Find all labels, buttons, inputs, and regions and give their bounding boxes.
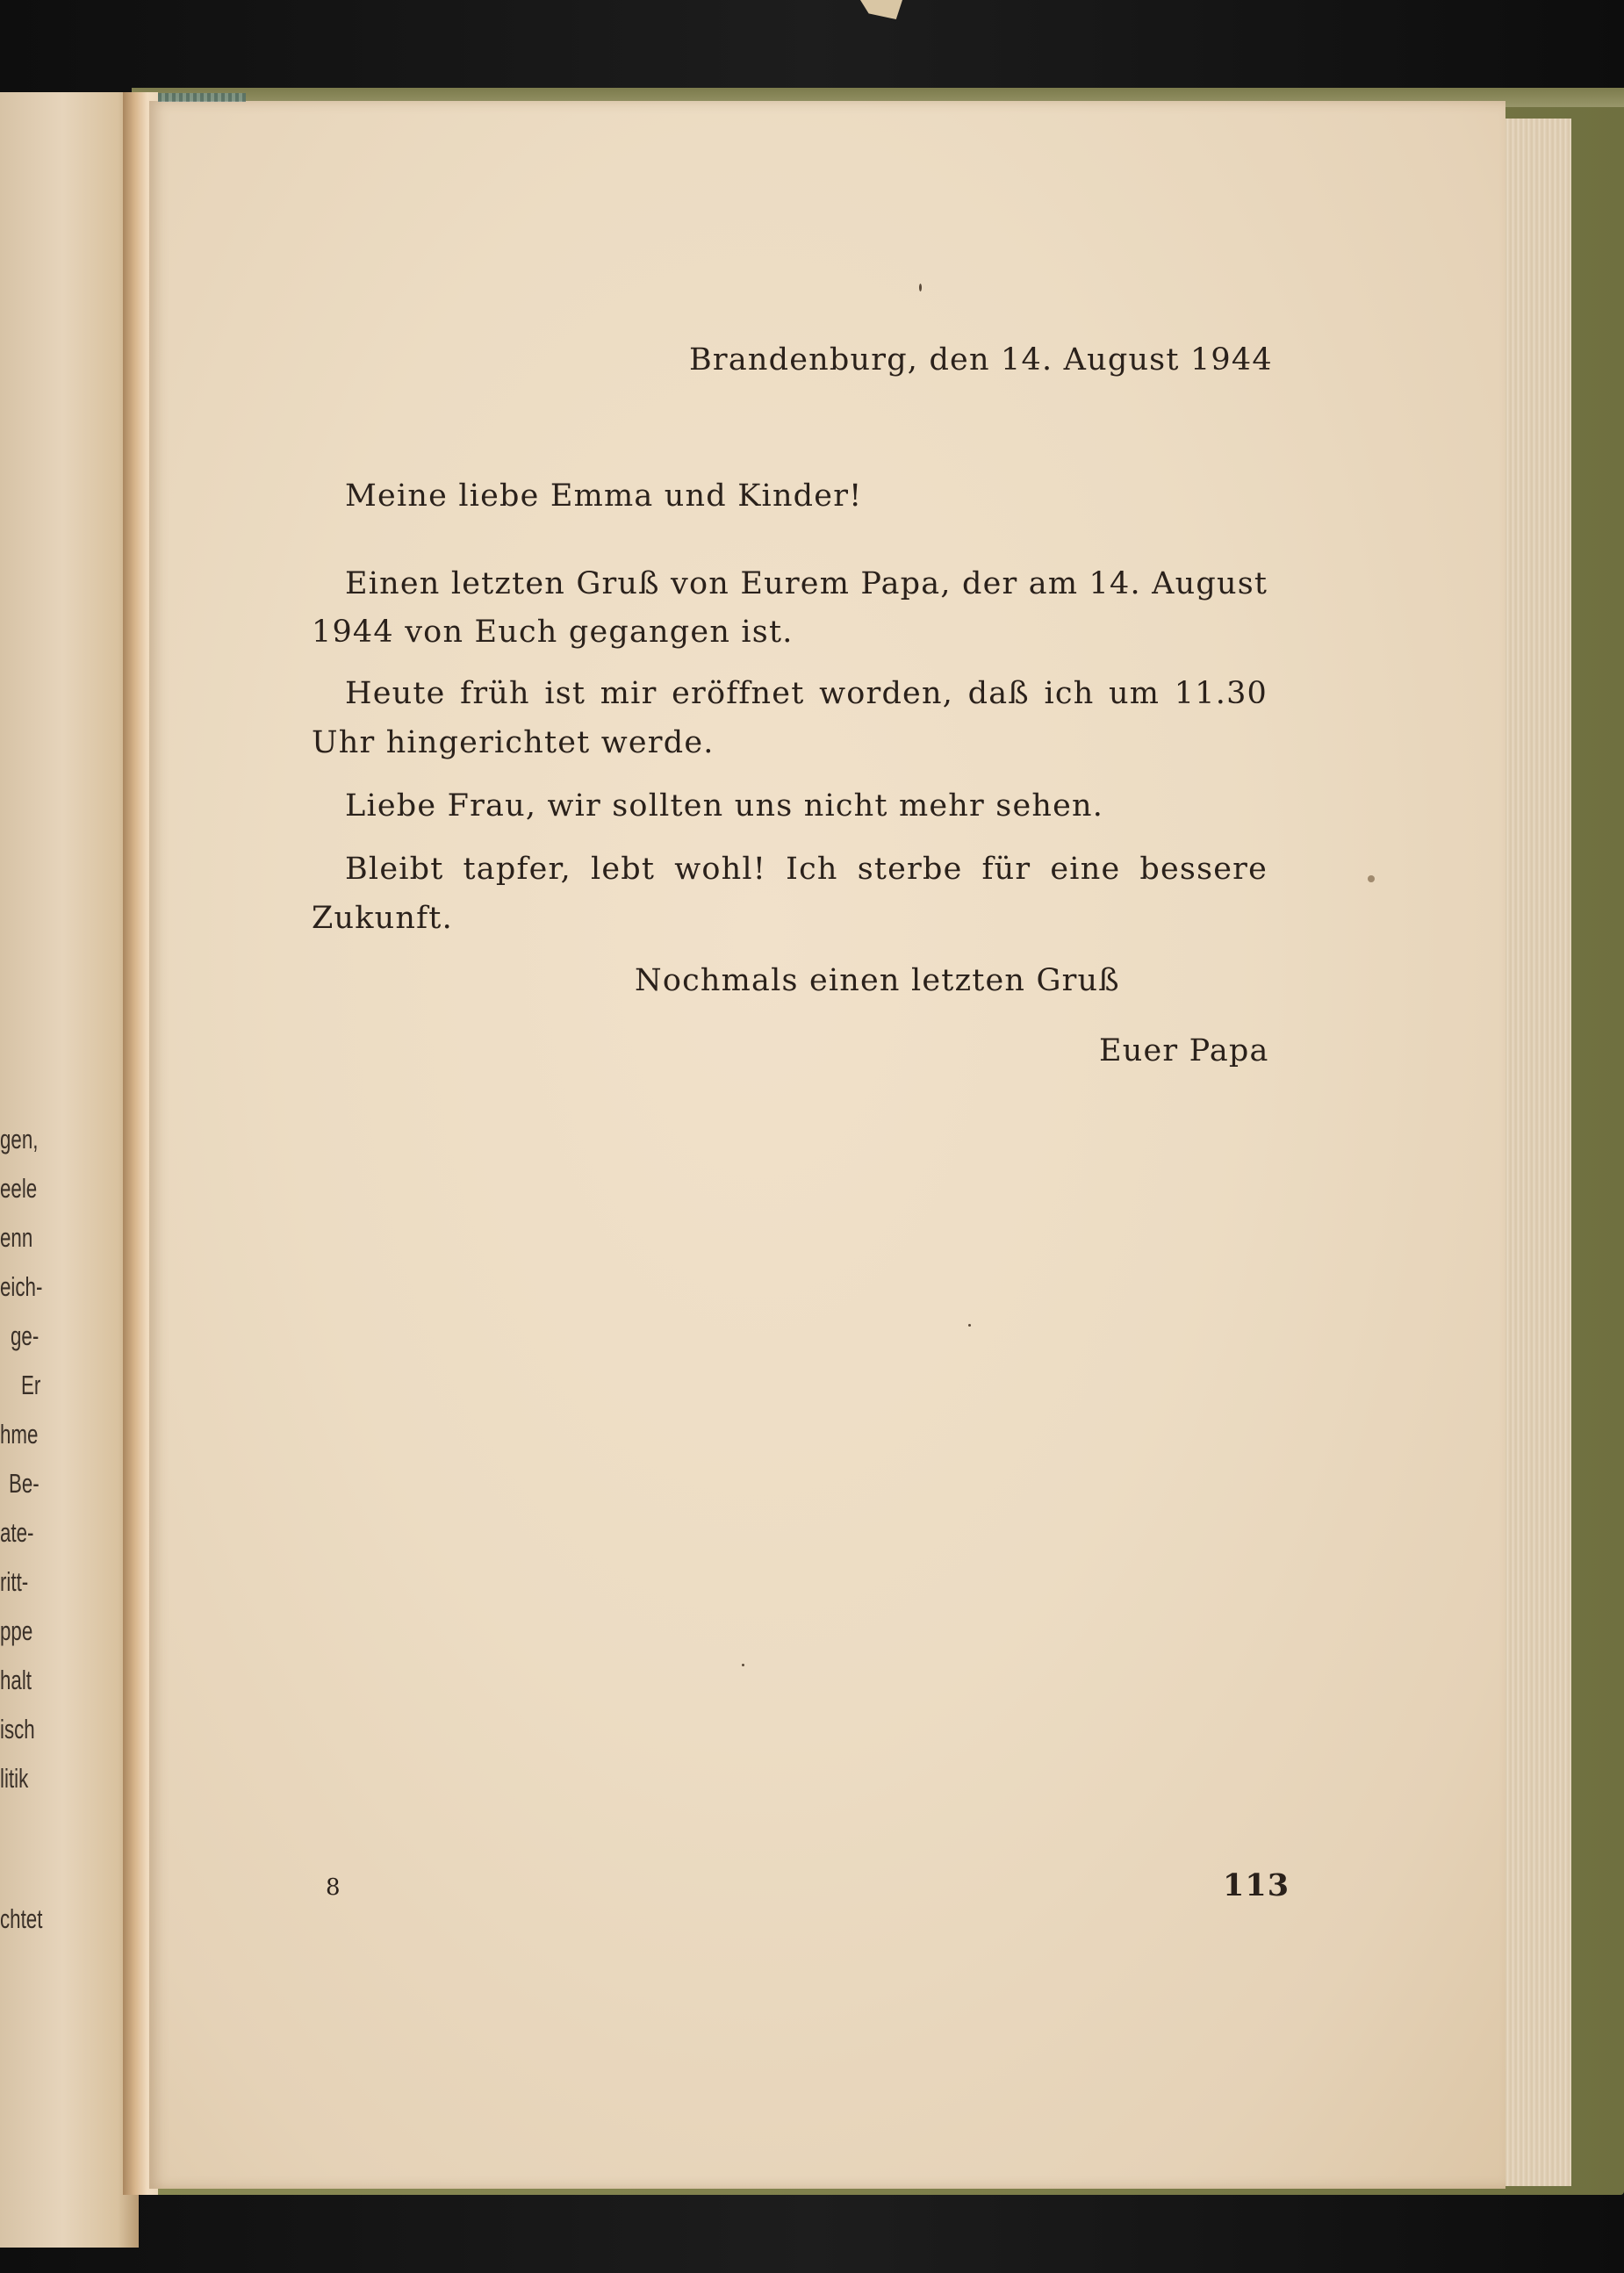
paragraph-2-line-2: Uhr hingerichtet werde.: [312, 725, 715, 760]
left-page-fragment: gen,: [0, 1124, 39, 1154]
left-page-fragment: halt: [0, 1665, 32, 1695]
salutation: Meine liebe Emma und Kinder!: [345, 478, 863, 514]
left-page-fragment: hme: [0, 1419, 39, 1449]
place-date-line: Brandenburg, den 14. August 1944: [689, 342, 1273, 378]
paragraph-2-line-1: Heute früh ist mir eröffnet worden, daß ich um 11.30: [345, 676, 1268, 711]
paragraph-4-line-1: Bleibt tapfer, lebt wohl! Ich sterbe für eine bessere: [345, 852, 1268, 887]
closing-line: Nochmals einen letzten Gruß: [635, 963, 1120, 998]
paper-speck: [919, 284, 922, 291]
printer-signature-mark: 8: [326, 1874, 341, 1901]
binding-strip: [158, 93, 246, 102]
right-page: [149, 101, 1505, 2189]
left-page-fragment: ate-: [0, 1517, 34, 1548]
paper-speck: [742, 1664, 744, 1666]
left-page-fragment: ge-: [11, 1320, 40, 1351]
left-page-fragment: chtet: [0, 1903, 43, 1934]
paper-speck: [1368, 875, 1375, 882]
left-page-fragment: isch: [0, 1714, 35, 1744]
paper-speck: [968, 1324, 971, 1327]
left-page-fragment: ritt-: [0, 1566, 29, 1597]
paragraph-3: Liebe Frau, wir sollten uns nicht mehr sehen.: [345, 788, 1104, 824]
paragraph-1-line-1: Einen letzten Gruß von Eurem Papa, der am 14. August: [345, 566, 1268, 601]
left-page-fragment: eele: [0, 1173, 38, 1204]
paragraph-4-line-2: Zukunft.: [312, 901, 453, 936]
paragraph-1-line-2: 1944 von Euch gegangen ist.: [312, 615, 794, 650]
page-number: 113: [1223, 1867, 1290, 1903]
left-page-fragment: Be-: [9, 1468, 40, 1499]
left-page-fragment: ppe: [0, 1615, 33, 1646]
left-page-fragment: eich-: [0, 1271, 43, 1302]
signature: Euer Papa: [1099, 1033, 1269, 1068]
left-page-fragment: Er: [21, 1370, 41, 1400]
left-page-fragment: enn: [0, 1222, 33, 1253]
left-page: [0, 92, 139, 2248]
left-page-fragment: litik: [0, 1763, 29, 1794]
